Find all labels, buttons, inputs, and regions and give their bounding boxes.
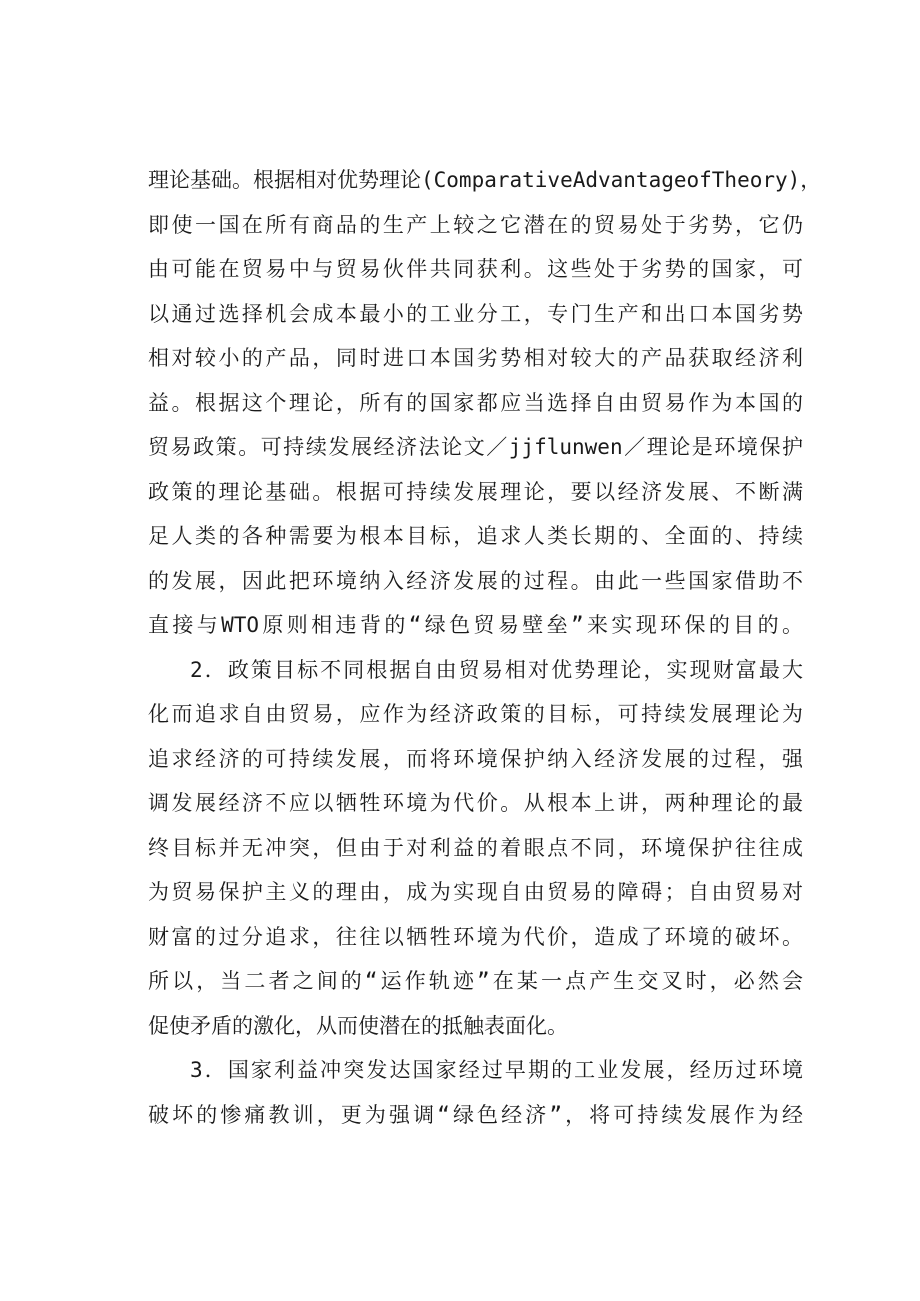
text-line: 足人类的各种需要为根本目标，追求人类长期的、全面的、持续: [148, 524, 803, 548]
text-line: 财富的过分追求，往往以牺牲环境为代价，造成了环境的破坏。: [148, 924, 803, 949]
text-line: 的发展，因此把环境纳入经济发展的过程。由此一些国家借助不: [148, 568, 803, 593]
text-line: 以通过选择机会成本最小的工业分工，专门生产和出口本国劣势: [148, 301, 803, 326]
text-line: 追求经济的可持续发展，而将环境保护纳入经济发展的过程，强: [148, 746, 803, 771]
text-line: 调发展经济不应以牺牲环境为代价。从根本上讲，两种理论的最: [148, 791, 803, 815]
paragraph-3: [148, 1048, 803, 1137]
text-line: 相对较小的产品，同时进口本国劣势相对较大的产品获取经济利: [148, 346, 803, 370]
text-line: 3．国家利益冲突发达国家经过早期的工业发展，经历过环境: [190, 1058, 803, 1082]
text-line: 破坏的惨痛教训，更为强调“绿色经济”，将可持续发展作为经: [148, 1102, 803, 1127]
text-line: 即使一国在所有商品的生产上较之它潜在的贸易处于劣势，它仍: [148, 212, 803, 237]
text-line: 化而追求自由贸易，应作为经济政策的目标，可持续发展理论为: [148, 702, 803, 726]
paragraph-1: [148, 158, 822, 648]
paragraph-2: [148, 648, 803, 1049]
text-line: 政策的理论基础。根据可持续发展理论，要以经济发展、不断满: [148, 479, 803, 504]
text-line: 所以，当二者之间的“运作轨迹”在某一点产生交叉时，必然会: [148, 969, 803, 993]
text-line: 2．政策目标不同根据自由贸易相对优势理论，实现财富最大: [190, 657, 803, 682]
text-line: 直接与WTO原则相违背的“绿色贸易壁垒”来实现环保的目的。: [148, 613, 803, 637]
text-line: 贸易政策。可持续发展经济法论文／jjflunwen／理论是环境保护: [148, 435, 803, 459]
text-line: 由可能在贸易中与贸易伙伴共同获利。这些处于劣势的国家，可: [148, 257, 803, 281]
text-line: 理论基础。根据相对优势理论(ComparativeAdvantageofTheory)，: [148, 168, 822, 192]
text-line: 为贸易保护主义的理由，成为实现自由贸易的障碍；自由贸易对: [148, 880, 803, 904]
text-line: 终目标并无冲突，但由于对利益的着眼点不同，环境保护往往成: [148, 835, 803, 860]
text-line: 促使矛盾的激化，从而使潜在的抵触表面化。: [148, 1013, 568, 1038]
text-line: 益。根据这个理论，所有的国家都应当选择自由贸易作为本国的: [148, 390, 803, 415]
body-text: [148, 158, 822, 1137]
